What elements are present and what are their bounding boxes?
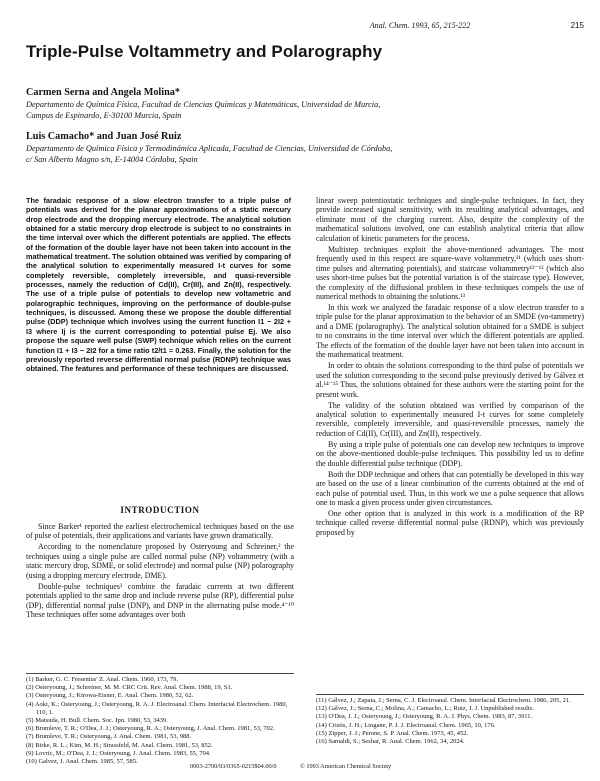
body-paragraph-2: Multistep techniques exploit the above-mentioned advantages. The most frequently used in this respect are square-wave voltammetry,¹¹ (which uses short-time pulses and alternating potentials), and staircase voltammetry¹²⁻¹³ (which also uses short-time pulses but the potential variation is of the staircase type). However, the complexity of the diffusional problem in these techniques compels the use of numerical methods to obtaining the solutions.¹³ <box>316 244 584 302</box>
body-paragraph-6: By using a triple pulse of potentials one can develop new techniques to improve on the above-mentioned double-pulse techniques. This possibility led us to define the double differential pulse technique (DDP). <box>316 439 584 468</box>
abstract: The faradaic response of a slow electron transfer to a triple pulse of potentials was derived for the planar approximations of a static mercury drop electrode and the dropping mercury electrode. The analytical solution obtained for a static mercury drop electrode is subject to no constraints in the time interval over which the different potentials are applied. The effects of the formation of the double layer have not been taken into account in the mathematical treatment. The solution obtained was verified by comparing of the analytical solution to experimentally measured I-t curves for some completely reversible, completely irreversible, and quasi-reversible processes, namely the reduction of Cd(II), Cr(III), and Zn(II), respectively. The use of a triple pulse of potentials to develop new voltametric and polarographic techniques, improving on the performance of double-pulse techniques, is discussed. Among these we propose the double differential pulse (DDP) technique which involves using the current function I1 − 2I2 + I3 where Ij is the current corresponding to potential pulse Ej. We also propose the square well pulse (SWP) technique which relies on the current function I1 + I3 − 2I2 for a time ratio t2/t1 = 0.263. Finally, the solution for the previously reported reverse differential normal pulse (RDNP) technique was obtained. The features and performance of these techniques are discussed. <box>26 196 291 374</box>
reference-item: (5) Matsuda, H. Bull. Chem. Soc. Jpn. 1980, 53, 3439. <box>26 717 168 725</box>
footnote-rule-left <box>26 673 294 674</box>
reference-item: (8) Birke, R. L.; Kim, M. H.; Strassfeld, M. Anal. Chem. 1981, 53, 852. <box>26 741 213 749</box>
footnote-rule-right <box>316 694 584 695</box>
reference-item: (16) Samaldi, S.; Seshar, R. Anal. Chem. 1962, 34, 2024. <box>316 738 465 746</box>
reference-item: (6) Brumleve, T. R.; O'Dea, J. J.; Osteryoung, R. A.; Osteryoung, J. Anal. Chem. 1981, 53, 702. <box>26 725 275 733</box>
body-paragraph-1: linear sweep potentiostatic techniques and single-pulse techniques. In fact, they provide increased signal sensitivity, with its resulting analytical advantages, and eliminate most of the charging current. Also, despite the complexity of the mathematical solutions involved, one can establish analytical criteria that allow calculation of kinetic parameters for the process. <box>316 196 584 243</box>
affiliation-1-line-1: Departamento de Química Física, Facultad de Ciencias Químicas y Matemáticas, Universidad de Murcia, <box>26 100 381 109</box>
right-column-body <box>316 196 584 539</box>
footer-copyright: © 1993 American Chemical Society <box>300 763 392 770</box>
body-paragraph-7: Both the DDP technique and others that can potentially be developed in this way are based on the use of a linear combination of the currents obtained at the end of each pulse of potential used. Thus, in this work we use a pulse sequence that allows one to mask a given process under given circumstances. <box>316 469 584 508</box>
author-group-1: Carmen Serna and Angela Molina* <box>26 87 180 98</box>
affiliation-1-line-2: Campus de Espinardo, E-30100 Murcia, Spain <box>26 110 182 120</box>
reference-item: (1) Barker, G. C. Fresenius' Z. Anal. Chem. 1960, 173, 79. <box>26 676 179 683</box>
journal-citation: Anal. Chem. 1993, 65, 215-222 <box>369 21 471 30</box>
reference-item: (15) Zipper, J. J.; Perone, S. P. Anal. Chem. 1973, 45, 452. <box>316 729 469 737</box>
references-right <box>316 697 584 746</box>
references-left <box>26 676 294 766</box>
footer-code: 0003-2700/93/0365-0215$04.00/0 <box>190 763 277 770</box>
affiliation-2-line-2: c/ San Alberto Magno s/n, E-14004 Córdoba, Spain <box>26 154 198 164</box>
body-paragraph-4: In order to obtain the solutions corresponding to the third pulse of potentials we used the solution corresponding to the second pulse previously derived by Gálvez et al.¹⁴⁻¹⁵ Thus, the solutions obtained for these authors were the starting point for the present work. <box>316 361 584 399</box>
reference-item: (4) Aoki, K.; Osteryoung, J.; Osteryoung, R. A. J. Electroanal. Chem. Interfacial Electrochem. 1980, 110, 1. <box>26 700 288 716</box>
affiliation-2-line-1: Departamento de Química Física y Termodinámica Aplicada, Facultad de Ciencias, Universidad de Córdoba, <box>26 144 393 153</box>
body-paragraph-8: One other option that is analyzed in this work is a modification of the RP technique called reverse differential normal pulse (RDNP), which was previously proposed by <box>316 509 584 537</box>
page-number: 215 <box>570 21 584 30</box>
intro-paragraph-1: Since Barker¹ reported the earliest electrochemical techniques based on the use of pulse of potentials, their applications and variants have grown dramatically. <box>26 522 294 541</box>
reference-item: (14) Cristis, J. H.; Lingane, P. J. J. Electroanal. Chem. 1965, 10, 176. <box>316 721 496 729</box>
reference-item: (12) Gálvez, J.; Serna, C.; Molina, A.; Camacho, L.; Ruiz, J. J. Unpublished results. <box>316 705 534 713</box>
reference-item: (3) Osteryoung, J.; Kirowa-Eisner, E. Anal. Chem. 1980, 52, 62. <box>26 692 194 700</box>
body-paragraph-3: In this work we analyzed the faradaic response of a slow electron transfer to a triple pulse for the planar approximation to the behavior of an SMDE (vo-tammetry) and a DME (polarography). The analytical solution obtained for a SMDE is subject to no constrains in the time interval over which the different potentials are applied. The effects of the formation of the double layer have not been taken into account in the mathematical treatment. <box>316 302 584 360</box>
reference-item: (9) Lovric, M.; O'Dea, J. J.; Osteryoung, J. Anal. Chem. 1983, 55, 704. <box>26 749 211 757</box>
body-paragraph-5: The validity of the solution obtained was verified by comparison of the analytical solution to experimentally measured I-t curves for some completely reversible, completely irreversible, and quasi-reversible processes, namely the reduction of Cd(II), Cr(III), and Zn(II), respectively. <box>316 400 584 438</box>
reference-item: (2) Osteryoung, J.; Schreiner, M. M. CRC Crit. Rev. Anal. Chem. 1988, 19, S1. <box>26 684 233 692</box>
intro-paragraph-2: According to the nomenclature proposed by Osteryoung and Schreiner,² the techniques using a single pulse are called normal pulse (NP) voltammetry (with a static mercury drop, SDME, or solid electrode) and normal pulse (NP) polarography (using a dropping mercury electrode, DME). <box>26 542 294 580</box>
affiliation-2 <box>26 144 586 165</box>
reference-item: (7) Brumleve, T. R.; Osteryoung, J. Anal. Chem. 1981, 53, 988. <box>26 733 192 741</box>
affiliation-1 <box>26 100 586 121</box>
reference-item: (11) Gálvez, J.; Zapata, J.; Serna, C. J. Electroanal. Chem. Interfacial Electrochem. 1986, 205, 21. <box>316 697 571 704</box>
intro-paragraph-3: Double-pulse techniques³ combine the faradaic currents at two different potentials applied to the same drop and include reverse pulse (RP), differential pulse (DP), differential normal pulse (DNP), and DNP in the alternating pulse mode.⁴⁻¹⁰ These techniques offer some advantages over both <box>26 581 294 620</box>
article-title: Triple-Pulse Voltammetry and Polarography <box>26 42 383 61</box>
reference-item: (10) Galvez, J. Anal. Chem. 1985, 57, 585. <box>26 758 138 766</box>
left-column-body <box>26 522 294 621</box>
section-heading-introduction: INTRODUCTION <box>120 505 200 515</box>
reference-item: (13) O'Dea, J. J.; Osteryoung, J.; Osteryoung, R. A. J. Phys. Chem. 1983, 87, 3911. <box>316 713 533 721</box>
author-group-2: Luis Camacho* and Juan José Ruiz <box>26 131 182 142</box>
